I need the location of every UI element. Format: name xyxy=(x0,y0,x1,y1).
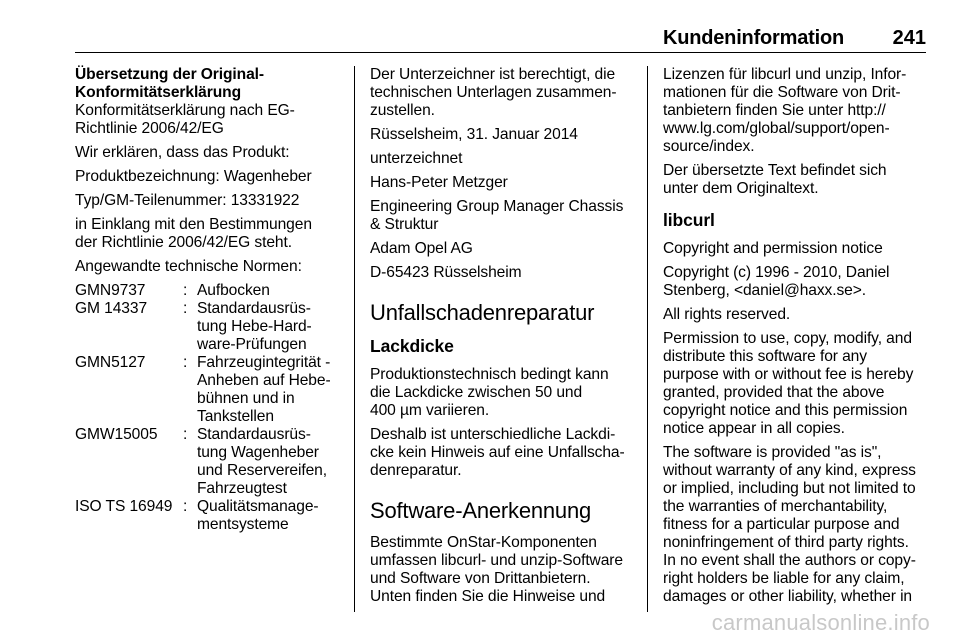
paragraph: Copyright (c) 1996 - 2010, Daniel Stenberg, <daniel@haxx.se>. xyxy=(663,264,890,299)
paragraph: Engineering Group Manager Chassis & Struktur xyxy=(370,198,624,233)
norms-table xyxy=(75,282,343,534)
heading-libcurl: libcurl xyxy=(663,210,715,230)
watermark: carmanualsonline.info xyxy=(711,610,930,635)
page-header xyxy=(75,26,926,53)
norm-separator: : xyxy=(183,426,188,443)
column-1 xyxy=(75,66,343,534)
paragraph: in Einklang mit den Bestimmungen der Richtlinie 2006/42/EG steht. xyxy=(75,216,312,251)
paragraph: Typ/GM-Teilenummer: 13331922 xyxy=(75,192,300,209)
norm-separator: : xyxy=(183,300,188,317)
column-divider xyxy=(647,66,648,612)
paragraph: Der Unterzeichner ist berechtigt, die technischen Unterlagen zusammen- zustellen. xyxy=(370,66,617,119)
paragraph: Angewandte technische Normen: xyxy=(75,258,302,275)
norm-description: Standardausrüs- tung Wagenheber und Reservereifen, Fahrzeugtest xyxy=(197,426,327,497)
paragraph: Bestimmte OnStar-Komponenten umfassen libcurl- und unzip-Software und Software von Drittanbietern. Unten finden Sie die Hinweise und xyxy=(370,534,623,605)
paragraph: Hans-Peter Metzger xyxy=(370,174,508,191)
norm-code: ISO TS 16949 xyxy=(75,498,173,515)
paragraph: Deshalb ist unterschiedliche Lackdi- cke kein Hinweis auf eine Unfallscha- denreparatur. xyxy=(370,426,625,479)
column-2 xyxy=(370,66,638,612)
norm-code: GMW15005 xyxy=(75,426,158,443)
norms-row xyxy=(75,354,343,426)
paragraph: Konformitätserklärung nach EG- Richtlinie 2006/42/EG xyxy=(75,102,295,137)
norms-row xyxy=(75,282,343,300)
paragraph: Copyright and permission notice xyxy=(663,240,883,257)
paragraph: Der übersetzte Text befindet sich unter dem Originaltext. xyxy=(663,162,887,197)
norm-separator: : xyxy=(183,354,188,371)
paragraph: Adam Opel AG xyxy=(370,240,473,257)
norm-description: Aufbocken xyxy=(197,282,270,299)
paragraph: All rights reserved. xyxy=(663,306,791,323)
paragraph: Lizenzen für libcurl und unzip, Infor- mationen für die Software von Drit- tanbietern finden Sie unter http:// www.lg.com/global/support/open- source/index. xyxy=(663,66,907,155)
paragraph: Produktionstechnisch bedingt kann die Lackdicke zwischen 50 und 400 µm variieren. xyxy=(370,366,609,419)
norm-description: Qualitätsmanage- mentsysteme xyxy=(197,498,319,533)
norm-code: GM 14337 xyxy=(75,300,148,317)
paragraph: Wir erklären, dass das Produkt: xyxy=(75,144,290,161)
norm-code: GMN5127 xyxy=(75,354,146,371)
norm-code: GMN9737 xyxy=(75,282,146,299)
column-divider xyxy=(354,66,355,612)
heading-software-anerkennung: Software-Anerkennung xyxy=(370,498,592,523)
norms-row xyxy=(75,498,343,534)
paragraph: The software is provided "as is", without warranty of any kind, express or implied, including but not limited to the warranties of merchantability, fitness for a particular purpose and noninfringement of third party rights. In no event shall the authors or copy- right holders be liable for any claim, damages or other liability, whether in xyxy=(663,444,916,605)
heading-unfallschadenreparatur: Unfallschadenreparatur xyxy=(370,300,595,325)
header-title: Kundeninformation xyxy=(662,27,844,49)
heading-lackdicke: Lackdicke xyxy=(370,336,454,356)
norms-row xyxy=(75,426,343,498)
page-number: 241 xyxy=(892,27,926,49)
paragraph: unterzeichnet xyxy=(370,150,463,167)
norm-separator: : xyxy=(183,498,188,515)
paragraph: D-65423 Rüsselsheim xyxy=(370,264,522,281)
paragraph: Produktbezeichnung: Wagenheber xyxy=(75,168,312,185)
column-3 xyxy=(663,66,928,612)
norm-separator: : xyxy=(183,282,188,299)
norm-description: Fahrzeugintegrität - Anheben auf Hebe- bühnen und in Tankstellen xyxy=(197,354,331,425)
paragraph: Permission to use, copy, modify, and distribute this software for any purpose with or without fee is hereby granted, provided that the above copyright notice and this permission notice appear in all copies. xyxy=(663,330,914,437)
norms-row xyxy=(75,300,343,354)
norm-description: Standardausrüs- tung Hebe-Hard- ware-Prüfungen xyxy=(197,300,312,353)
section-heading: Übersetzung der Original- Konformitätserklärung xyxy=(75,66,264,101)
paragraph: Rüsselsheim, 31. Januar 2014 xyxy=(370,126,578,143)
